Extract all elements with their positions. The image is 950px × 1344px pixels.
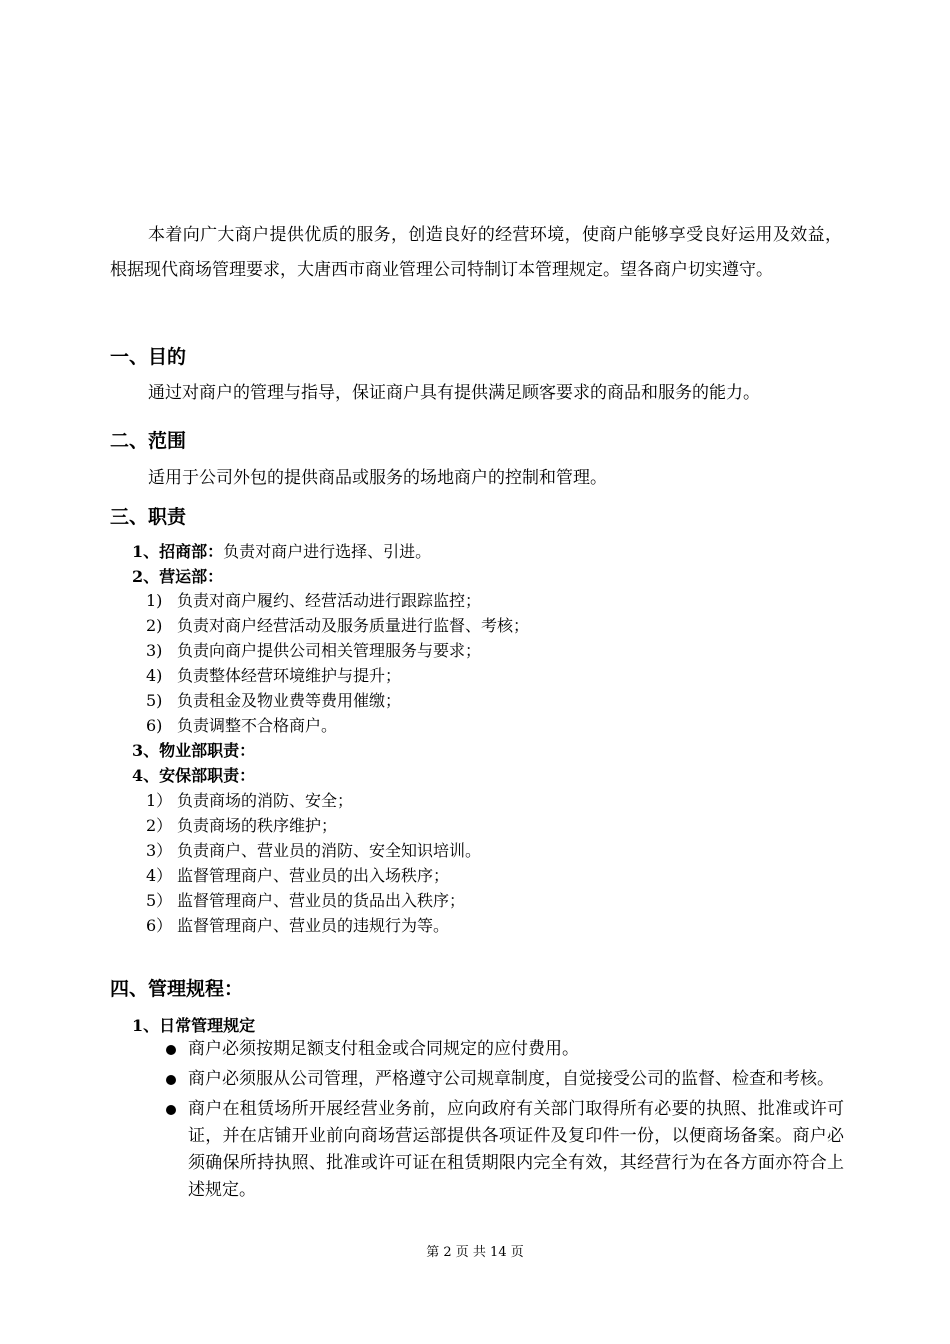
item-number: 5) bbox=[146, 691, 163, 710]
intro-paragraph: 本着向广大商户提供优质的服务，创造良好的经营环境，使商户能够享受良好运用及效益，根据现代商场管理要求，大唐西市商业管理公司特制订本管理规定。望各商户切实遵守。 bbox=[110, 225, 842, 280]
duty-operations-label bbox=[132, 565, 223, 589]
item-text: 负责商场的秩序维护； bbox=[177, 816, 338, 835]
item-number: 3） bbox=[146, 841, 173, 860]
security-item bbox=[146, 914, 449, 938]
item-text: 监督管理商户、营业员的货品出入秩序； bbox=[177, 891, 466, 910]
section-scope-title: 二、范围 bbox=[110, 430, 187, 452]
item-number: 5） bbox=[146, 891, 173, 910]
duty-property-label bbox=[132, 739, 255, 763]
list-item bbox=[164, 1096, 844, 1204]
bullet-text: 商户必须按期足额支付租金或合同规定的应付费用。 bbox=[188, 1039, 579, 1059]
operations-item bbox=[146, 714, 337, 738]
duty-property-label-text: 3、物业部职责： bbox=[132, 741, 256, 760]
item-text: 负责商场的消防、安全； bbox=[177, 791, 354, 810]
rules-bullet-list bbox=[164, 1036, 844, 1207]
item-number: 1） bbox=[146, 791, 173, 810]
item-number: 2） bbox=[146, 816, 173, 835]
bullet-dot-icon bbox=[166, 1075, 176, 1085]
bullet-text: 商户在租赁场所开展经营业务前，应向政府有关部门取得所有必要的执照、批准或许可证，并在店铺开业前向商场营运部提供各项证件及复印件一份，以便商场备案。商户必须确保所持执照、批准或许可证在租赁期限内完全有效，其经营行为在各方面亦符合上述规定。 bbox=[188, 1099, 844, 1200]
bullet-dot-icon bbox=[166, 1105, 176, 1115]
security-item bbox=[146, 864, 449, 888]
item-text: 负责调整不合格商户。 bbox=[177, 716, 338, 735]
item-number: 3) bbox=[146, 641, 163, 660]
security-item bbox=[146, 789, 353, 813]
list-item bbox=[164, 1036, 844, 1063]
operations-item bbox=[146, 639, 481, 663]
duty-recruitment bbox=[132, 540, 431, 564]
list-item bbox=[164, 1066, 844, 1093]
item-number: 6） bbox=[146, 916, 173, 935]
duty-recruitment-text: 负责对商户进行选择、引进。 bbox=[223, 542, 432, 561]
operations-item bbox=[146, 589, 481, 613]
section-purpose-text: 通过对商户的管理与指导，保证商户具有提供满足顾客要求的商品和服务的能力。 bbox=[148, 383, 760, 403]
item-text: 负责对商户履约、经营活动进行跟踪监控； bbox=[177, 591, 482, 610]
duty-security-label-text: 4、安保部职责： bbox=[132, 766, 256, 785]
bullet-dot-icon bbox=[166, 1045, 176, 1055]
operations-item bbox=[146, 664, 401, 688]
bullet-text: 商户必须服从公司管理，严格遵守公司规章制度，自觉接受公司的监督、检查和考核。 bbox=[188, 1069, 834, 1089]
section-scope-text: 适用于公司外包的提供商品或服务的场地商户的控制和管理。 bbox=[148, 468, 607, 488]
item-text: 负责商户、营业员的消防、安全知识培训。 bbox=[177, 841, 482, 860]
security-item bbox=[146, 839, 481, 863]
item-text: 负责向商户提供公司相关管理服务与要求； bbox=[177, 641, 482, 660]
security-item bbox=[146, 889, 465, 913]
rules-daily-label-text: 1、日常管理规定 bbox=[132, 1016, 256, 1035]
item-text: 负责对商户经营活动及服务质量进行监督、考核； bbox=[177, 616, 530, 635]
page-footer: 第 2 页 共 14 页 bbox=[426, 1245, 524, 1260]
operations-item bbox=[146, 689, 401, 713]
item-text: 负责整体经营环境维护与提升； bbox=[177, 666, 402, 685]
section-purpose-title: 一、目的 bbox=[110, 346, 187, 368]
rules-daily-label bbox=[132, 1014, 255, 1038]
duty-security-label bbox=[132, 764, 255, 788]
item-text: 负责租金及物业费等费用催缴； bbox=[177, 691, 402, 710]
duty-recruitment-label: 1、招商部： bbox=[132, 542, 224, 561]
item-number: 4) bbox=[146, 666, 163, 685]
operations-item bbox=[146, 614, 529, 638]
duty-operations-label-text: 2、营运部： bbox=[132, 567, 224, 586]
item-number: 4） bbox=[146, 866, 173, 885]
item-number: 1) bbox=[146, 591, 163, 610]
section-duties-title: 三、职责 bbox=[110, 506, 187, 528]
item-text: 监督管理商户、营业员的出入场秩序； bbox=[177, 866, 450, 885]
item-number: 6) bbox=[146, 716, 163, 735]
security-item bbox=[146, 814, 337, 838]
item-number: 2) bbox=[146, 616, 163, 635]
item-text: 监督管理商户、营业员的违规行为等。 bbox=[177, 916, 450, 935]
section-rules-title: 四、管理规程： bbox=[110, 978, 244, 1000]
